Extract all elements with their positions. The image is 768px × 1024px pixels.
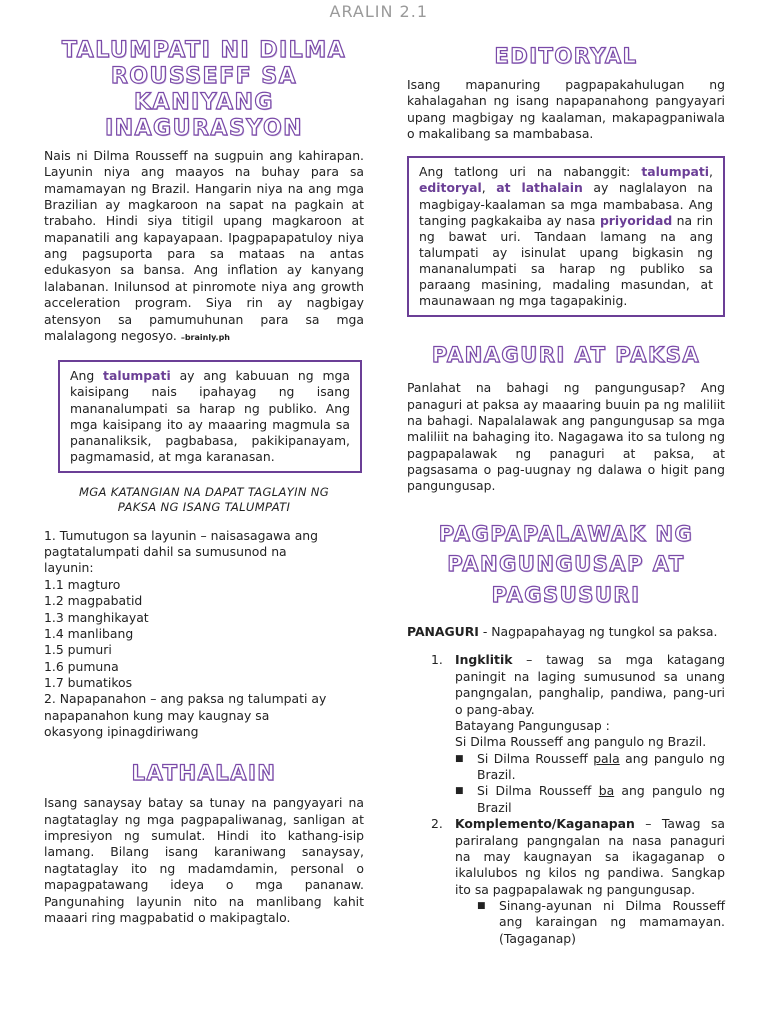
pagpapalawak-title-line-1: PAGPAPALAWAK NG bbox=[438, 521, 694, 546]
types-text: , bbox=[709, 164, 713, 180]
types-text: , bbox=[481, 180, 497, 196]
speech-title-line-3: INAGURASYON bbox=[104, 115, 304, 141]
types-term-lathalain: at lathalain bbox=[496, 180, 583, 196]
purpose-item: 1.7 bumatikos bbox=[44, 675, 133, 691]
panaguri-paksa-title: PANAGURI AT PAKSA bbox=[431, 343, 701, 368]
purpose-item: 1.5 pumuri bbox=[44, 642, 112, 658]
pagpapalawak-title bbox=[407, 519, 725, 610]
trait-one-line-3: layunin: bbox=[44, 560, 94, 576]
komplemento-definition: – Tawag sa pariralang pangngalan na nasa panaguri na may kaugnayan sa ikagaganap o ikalulubos ng kilos ng pandiwa. Sangkap ito sa pagpapalawak ng pangungusap. bbox=[455, 816, 725, 897]
example-bullet bbox=[455, 783, 725, 816]
basic-sentence: Si Dilma Rousseff ang pangulo ng Brazil. bbox=[455, 734, 707, 750]
example-bullet bbox=[477, 898, 725, 947]
types-term-editoryal: editoryal bbox=[419, 180, 482, 196]
types-text: na rin ng bawat uri. Tandaan lamang na ang talumpati ay isinulat upang bigkasin ng mananalumpati sa harap ng publiko sa paraang masining, madaling masundan, at maunawaan ng mga tagapakinig. bbox=[419, 212, 713, 309]
right-column bbox=[407, 38, 725, 947]
purpose-item: 1.6 pumuna bbox=[44, 658, 119, 674]
panaguri-term: PANAGURI bbox=[407, 624, 479, 640]
list-item-body bbox=[455, 652, 725, 816]
basic-sentence-label: Batayang Pangungusap : bbox=[455, 717, 610, 733]
panaguri-definition bbox=[407, 624, 725, 640]
purpose-item: 1.1 magturo bbox=[44, 576, 121, 592]
trait-one-line-2: pagtatalumpati dahil sa sumusunod na bbox=[44, 544, 287, 560]
traits-caption-line-1: MGA KATANGIAN NA DAPAT TAGLAYIN NG bbox=[78, 485, 330, 500]
traits-caption-line-2: PAKSA NG ISANG TALUMPATI bbox=[117, 500, 291, 515]
types-term-talumpati: talumpati bbox=[641, 164, 710, 180]
speech-summary-text: Nais ni Dilma Rousseff na sugpuin ang kahirapan. Layunin niya ang maayos na buhay para sa mamamayan ng Brazil. Hangarin niya na ang mga Brazilian ay magkaroon na sapat na pagkain at trabaho. Hindi siya titigil upang magkaroon at mapanatili ang kapayapaan. Ipagpapapatuloy niya ang pagsuporta para sa mataas na antas edukasyon sa bansa. Ang inflation ay kanyang lalabanan. Inilunsod at pinromote niya ang growth acceleration program. Siya rin ay nagbigay atensyon sa pamumuhunan para sa mga malalagong negosyo. bbox=[44, 147, 364, 343]
lathalain-title: LATHALAIN bbox=[131, 760, 277, 785]
bullet-icon: ■ bbox=[455, 786, 464, 797]
purpose-item: 1.2 magpabatid bbox=[44, 593, 143, 609]
trait-two-line-2: napapanahon kung may kaugnay sa bbox=[44, 707, 270, 723]
definition-term: talumpati bbox=[103, 368, 171, 384]
panaguri-paksa-body: Panlahat na bahagi ng pangungusap? Ang panaguri at paksa ay maaaring buuin pa ng maliliit na bahagi. Napalalawak ang pangungusap sa mga maliliit na bahaging ito. Nagagawa ito sa tulong ng pagpapalawak ng panaguri at paksa, at pagsasama o pag-uugnay ng dalawa o higit pang pangungusap. bbox=[407, 380, 725, 494]
lesson-header: ARALIN 2.1 bbox=[329, 2, 428, 21]
definition-text-post: ay ang kabuuan ng mga kaisipang nais ipahayag ng isang mananalumpati sa harap ng publiko. Ang mga kaisipang ito ay maaaring magmula sa pananaliksik, pagbabasa, pakikipanayam, pagmamasid, at mga karanasan. bbox=[70, 368, 350, 464]
example-text-pre: Si Dilma Rousseff bbox=[477, 783, 599, 799]
example-text bbox=[477, 783, 725, 816]
ingklitik-definition: – tawag sa mga katagang paningit na laging sumusunod sa unang pangngalan, panghalip, pandiwa, pang-uri o pang-abay. bbox=[455, 652, 725, 717]
types-note-box bbox=[407, 156, 725, 317]
bullet-icon: ■ bbox=[455, 753, 464, 764]
example-text-post: ang pangulo ng Brazil bbox=[477, 783, 725, 815]
types-term-priyoridad: priyoridad bbox=[599, 212, 673, 228]
pagpapalawak-title-line-3: PAGSUSURI bbox=[491, 582, 641, 607]
list-item-ingklitik bbox=[431, 652, 725, 816]
list-number: 1. bbox=[431, 652, 443, 668]
traits-list bbox=[44, 528, 364, 741]
lathalain-body: Isang sanaysay batay sa tunay na pangyayari na nagtataglay ng mga pagpapaliwanag, sanligan at impresiyon ng sumulat. Hindi ito kathang-isip lamang. Bilang isang karaniwang sanaysay, nagtataglay ito ng madamdamin, personal o mapagpatawang ideya o mga pananaw. Pangunahing layunin nito na manlibang kahit maaari ring magpabatid o makipagtalo. bbox=[44, 795, 364, 925]
trait-one-line-1: 1. Tumutugon sa layunin – naisasagawa ang bbox=[44, 527, 319, 543]
example-bullet bbox=[455, 751, 725, 784]
list-number: 2. bbox=[431, 816, 443, 832]
definition-text-pre: Ang bbox=[70, 368, 104, 384]
editoryal-body: Isang mapanuring pagpapakahulugan ng kahalagahan ng isang napapanahong pangyayari upang magbigay ng kaalaman, makapagpaniwala o makalibang sa mambabasa. bbox=[407, 76, 725, 141]
example-text-post: ang pangulo ng Brazil. bbox=[477, 750, 725, 783]
trait-two-line-3: okasyong ipinagdiriwang bbox=[44, 724, 199, 740]
speech-title-line-2: ROUSSEFF SA KANIYANG bbox=[110, 63, 298, 115]
traits-caption bbox=[44, 485, 364, 516]
panaguri-definition-text: - Nagpapahayag ng tungkol sa paksa. bbox=[478, 624, 718, 640]
example-text-pre: Si Dilma Rousseff bbox=[477, 750, 594, 766]
ingklitik-term: Ingklitik bbox=[455, 652, 513, 668]
speech-source: –brainly.ph bbox=[180, 332, 231, 342]
example-particle: ba bbox=[598, 783, 615, 799]
trait-two-line-1: 2. Napapanahon – ang paksa ng talumpati ay bbox=[44, 691, 327, 707]
purpose-item: 1.3 manghikayat bbox=[44, 609, 149, 625]
example-text bbox=[477, 751, 725, 784]
example-particle: pala bbox=[593, 750, 620, 766]
talumpati-definition-box bbox=[58, 360, 362, 473]
editoryal-title: EDITORYAL bbox=[494, 44, 638, 68]
speech-title bbox=[44, 38, 364, 142]
speech-title-line-1: TALUMPATI NI DILMA bbox=[61, 38, 347, 63]
types-text: ay naglalayon na magbigay-kaalaman sa mga mambabasa. Ang tanging pagkakaiba ay nasa bbox=[419, 180, 713, 228]
komplemento-term: Komplemento/Kaganapan bbox=[455, 816, 635, 832]
sentence-expansion-list bbox=[431, 652, 725, 947]
left-column bbox=[44, 38, 364, 926]
pagpapalawak-title-line-2: PANGUNGUSAP AT bbox=[447, 552, 685, 577]
speech-summary bbox=[44, 148, 364, 345]
list-item-body bbox=[455, 816, 725, 947]
purpose-item: 1.4 manlibang bbox=[44, 625, 134, 641]
types-text: Ang tatlong uri na nabanggit: bbox=[419, 164, 642, 180]
bullet-icon: ■ bbox=[477, 901, 486, 912]
example-text: Sinang-ayunan ni Dilma Rousseff ang karaingan ng mamamayan. (Tagaganap) bbox=[499, 898, 725, 946]
list-item-komplemento bbox=[431, 816, 725, 947]
